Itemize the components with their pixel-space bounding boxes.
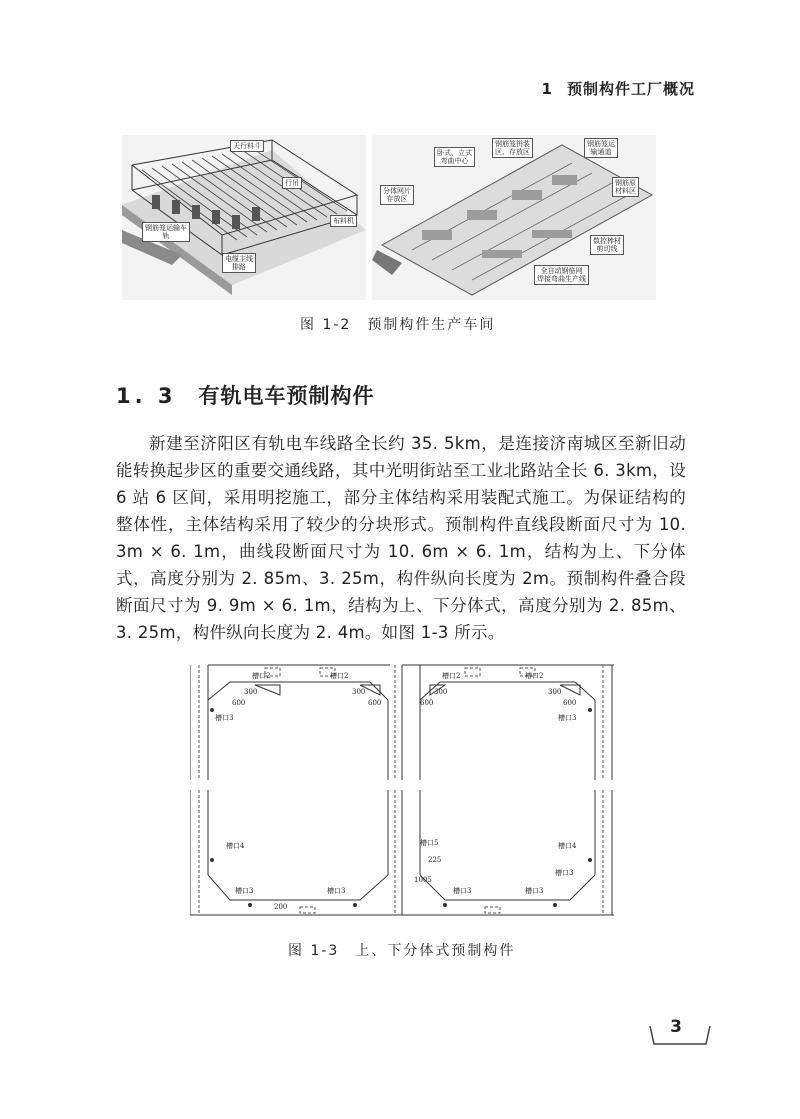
callout-crane: 天行料斗 xyxy=(230,140,264,152)
label-slot2-d: 槽口2 xyxy=(525,672,544,680)
label-slot3-a: 槽口3 xyxy=(215,714,234,722)
label-300-d: 300 xyxy=(548,688,562,696)
workshop-overview-image xyxy=(122,135,366,300)
segment-drawing xyxy=(190,660,614,922)
callout-cage-assembly: 钢筋笼拼装 区、存放区 xyxy=(492,138,533,158)
label-slot3-c: 槽口3 xyxy=(555,869,574,877)
label-slot3-f: 槽口3 xyxy=(453,887,472,895)
paragraph: 新建至济阳区有轨电车线路全长约 35. 5km，是连接济南城区至新旧动能转换起步区的重要交通线路，其中光明街站至工业北路站全长 6. 3km，设 6 站 6 区间，采用明挖施工，部分主体结构采用装配式施工。为保证结构的整体性，主体结构采用了较少的分块形式。预制构件直线段断面尺寸为 10. 3m × 6. 1m，曲线段断面尺寸为 10. 6m × 6. 1m，结构为上、下分体式，高度分别为 2. 85m、3. 25m，构件纵向长度为 2m。预制构件叠合段断面尺寸为 9. 9m × 6. 1m，结构为上、下分体式，高度分别为 2. 85m、3. 25m，构件纵向长度为 2. 4m。如图 1-3 所示。 xyxy=(116,434,686,642)
label-225: 225 xyxy=(428,856,442,864)
callout-gantry: 行吊 xyxy=(282,177,302,189)
section-title: 有轨电车预制构件 xyxy=(198,384,375,408)
label-600-d: 600 xyxy=(563,699,577,707)
section-number: 1. 3 xyxy=(116,384,177,408)
running-header xyxy=(542,78,695,99)
label-slot3-e: 槽口3 xyxy=(327,887,346,895)
callout-cnc-line: 数控棒材 剪切线 xyxy=(590,235,624,255)
label-slot2-c: 槽口2 xyxy=(442,672,461,680)
label-slot5: 槽口5 xyxy=(420,839,439,847)
rebar-area-image xyxy=(372,135,656,300)
label-300-a: 300 xyxy=(244,688,258,696)
chapter-number: 1 xyxy=(541,80,553,98)
label-1005: 1005 xyxy=(414,876,432,884)
section-heading xyxy=(116,380,375,410)
figure-1-2-caption: 图 1-2 预制构件生产车间 xyxy=(300,317,496,333)
callout-bending-center: 卧式、立式 弯曲中心 xyxy=(434,147,475,167)
callout-material-area: 钢筋原 材料区 xyxy=(612,177,639,197)
label-600-c: 600 xyxy=(420,699,434,707)
label-600-b: 600 xyxy=(368,699,382,707)
chapter-title: 预制构件工厂概况 xyxy=(566,80,695,98)
label-slot2-a: 槽口2 xyxy=(252,672,271,680)
label-slot3-d: 槽口3 xyxy=(235,887,254,895)
callout-welding-line: 全自动钢筋网 焊接弯曲生产线 xyxy=(534,265,589,285)
callout-cable: 电缆主线 排路 xyxy=(222,253,256,273)
label-300-b: 300 xyxy=(352,688,366,696)
label-600-a: 600 xyxy=(232,699,246,707)
label-slot4-b: 槽口4 xyxy=(558,842,577,850)
callout-mesh-storage: 分体网片 存放区 xyxy=(380,185,414,205)
figure-1-3 xyxy=(190,660,614,922)
label-slot2-b: 槽口2 xyxy=(330,672,349,680)
callout-rebar-transport: 钢筋笼运输车 轨 xyxy=(142,222,190,242)
label-slot4-a: 槽口4 xyxy=(226,842,245,850)
figure-1-2 xyxy=(122,135,656,300)
label-slot3-b: 槽口3 xyxy=(558,714,577,722)
figure-1-3-caption: 图 1-3 上、下分体式预制构件 xyxy=(288,943,516,959)
callout-cage-channel: 钢筋笼运 输通道 xyxy=(584,138,618,158)
body-text xyxy=(116,430,686,646)
page-number: 3 xyxy=(670,1017,682,1037)
label-slot3-g: 槽口3 xyxy=(525,887,544,895)
callout-spreader: 布料机 xyxy=(330,215,357,227)
label-300-c: 300 xyxy=(434,688,448,696)
label-200: 200 xyxy=(274,903,288,911)
